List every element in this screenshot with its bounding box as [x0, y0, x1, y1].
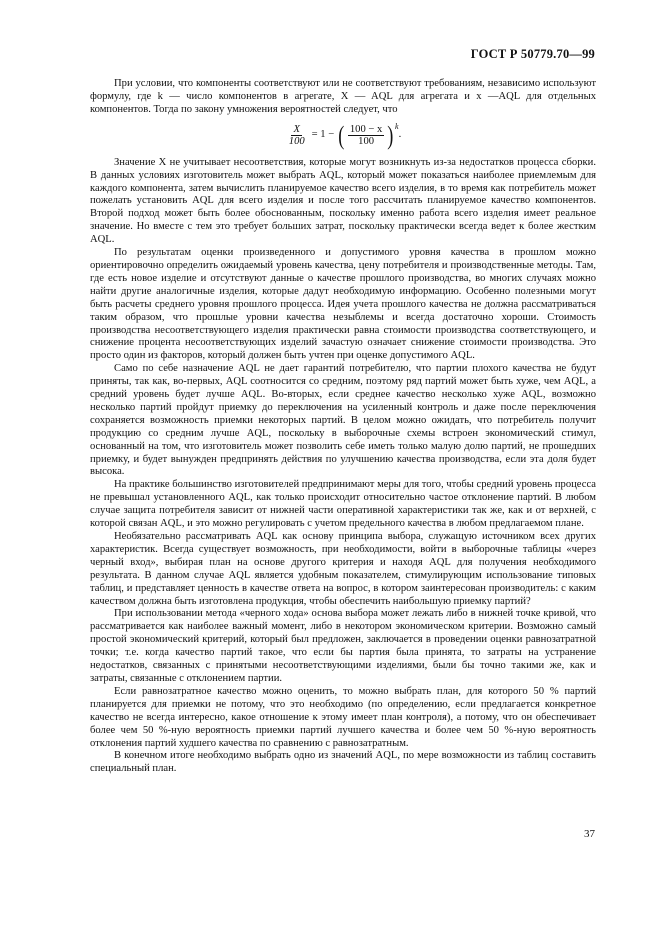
- formula-left-paren: (: [338, 120, 345, 150]
- paragraph-8: Если равнозатратное качество можно оценить, то можно выбрать план, для которого 50 % партий планируется для приемки не потому, что это необходимо (по определению, если предлагается конкретное качество не всегда интересно, какое отношение к этому имеет план контроля), а потому, что он обеспечивает более чем 50 %-ную вероятность приемки партий лучшего качества и более чем 50 %-ную вероятность отклонения партий худшего качества по сравнению с равнозатратным.: [90, 685, 596, 749]
- formula-inner-numerator: 100 − x: [349, 124, 383, 136]
- paragraph-1: При условии, что компоненты соответствуют или не соответствуют требованиям, независимо используют формулу, где k — число компонентов в агрегате, X — AQL для агрегата и x —AQL для отдельных компонентов. Тогда по закону умножения вероятностей следует, что: [90, 78, 596, 115]
- paragraph-9: В конечном итоге необходимо выбрать одно из значений AQL, по мере возможности из таблиц составить специальный план.: [90, 750, 596, 775]
- paragraph-4: Само по себе назначение AQL не дает гарантий потребителю, что партии плохого качества не будут приняты, так как, во-первых, AQL соотносится со средним, поэтому ряд партий может быть хуже, чем AQL, а средний уровень будет лучше AQL. Во-вторых, если среднее качество несколько хуже AQL, возможно несколько партий пройдут приемку до переключения на усиленный контроль и даже после переключения сохраняется возможность приемки некоторых партий. В целом можно ожидать, что потребитель получит продукцию со средним лучше AQL, поскольку в выборочные схемы встроен экономический стимул, основанный на том, что изготовитель может позволить себе иметь только малую долю партий, не прошедших приемку, и будет вынужден предпринять действия по улучшению качества производства, если эта доля будет высока.: [90, 363, 596, 478]
- formula-inner-fraction: [348, 124, 384, 147]
- paragraph-6: Необязательно рассматривать AQL как основу принципа выбора, служащую источником всех других характеристик. Всегда существует возможность, при необходимости, войти в выборочные таблицы «через черный вход», выбирая план на основе другого критерия и находя AQL для получения необходимого результата. В данном случае AQL является удобным показателем, стимулирующим использование типовых таблиц, и представляет ценность в качестве ответа на вопрос, в котором заинтересован производитель: с каким качеством должна быть изготовлена продукция, чтобы обеспечить наибольшую приемку партий?: [90, 531, 596, 607]
- formula-lhs-fraction: [287, 124, 307, 147]
- formula-period: .: [398, 129, 402, 141]
- formula-lhs-denominator: 100: [288, 136, 305, 148]
- formula-right-paren: ): [387, 120, 394, 150]
- paragraph-5: На практике большинство изготовителей предпринимают меры для того, чтобы средний уровень процесса не превышал установленного AQL, как только происходит относительно частое отклонение партий. В любом случае защита потребителя зависит от нижней части оперативной характеристики так же, как и от верхней, с которой связан AQL, и это можно регулировать с учетом предельного качества в любом предлагаемом плане.: [90, 479, 596, 530]
- probability-formula: [90, 120, 596, 150]
- formula-equals: = 1 −: [311, 129, 335, 141]
- paragraph-2: Значение X не учитывает несоответствия, которые могут возникнуть из-за недостатков процесса сборки. В данных условиях изготовитель может выбрать AQL, который может показаться наиболее приемлемым для каждого компонента, затем вычислить планируемое качество всего изделия, в то время как потребитель может пожелать установить AQL для всего изделия и после того рассчитать планируемое качество компонентов. Второй подход может быть более обоснованным, поскольку именно работа всего изделия имеет реальное значение. Но вместе с тем это требует больших затрат, поскольку практически всегда ведет к более жестким AQL.: [90, 156, 596, 246]
- formula-inner-denominator: 100: [358, 136, 375, 148]
- page-number: 37: [584, 828, 595, 840]
- formula-lhs-numerator: X: [293, 124, 300, 136]
- formula-exponent: k: [395, 121, 399, 131]
- paragraph-3: По результатам оценки произведенного и допустимого уровня качества в прошлом можно ориентировочно определить ожидаемый уровень качества, цену потребителя и производственные методы. Там, где есть новое изделие и отсутствуют данные о качестве прошлого производства, во многих случаях можно найти другие аналогичные изделия, которые дадут необходимую информацию. Особенно полезными могут быть расчеты среднего уровня прошлого процесса. Идея учета прошлого качества не должна рассматриваться таким образом, что прошлые уровни качества незыблемы и всегда достаточно хороши. Стоимость производства несоответствующего изделия практически равна стоимости производства соответствующего, и снижение процента несоответствующих изделий зачастую означает снижение стоимости производства. Это просто один из факторов, который должен быть учтен при оценке допустимого AQL.: [90, 247, 596, 362]
- document-body: [90, 78, 596, 776]
- paragraph-7: При использовании метода «черного хода» основа выбора может лежать либо в нижней точке кривой, что рассматривается как наиболее важный момент, либо в некотором экономическом критерии. Возможно самый простой экономический критерий, который был предложен, заключается в проведении оценки равнозатратной точки; т.е. когда качество партий такое, что если бы партия была принята, то затраты на устранение недостатков, связанных с принятыми несоответствующими изделиями, были бы точно такими же, как и затраты, связанные с отклонением партии.: [90, 608, 596, 684]
- document-header: ГОСТ Р 50779.70—99: [470, 47, 595, 61]
